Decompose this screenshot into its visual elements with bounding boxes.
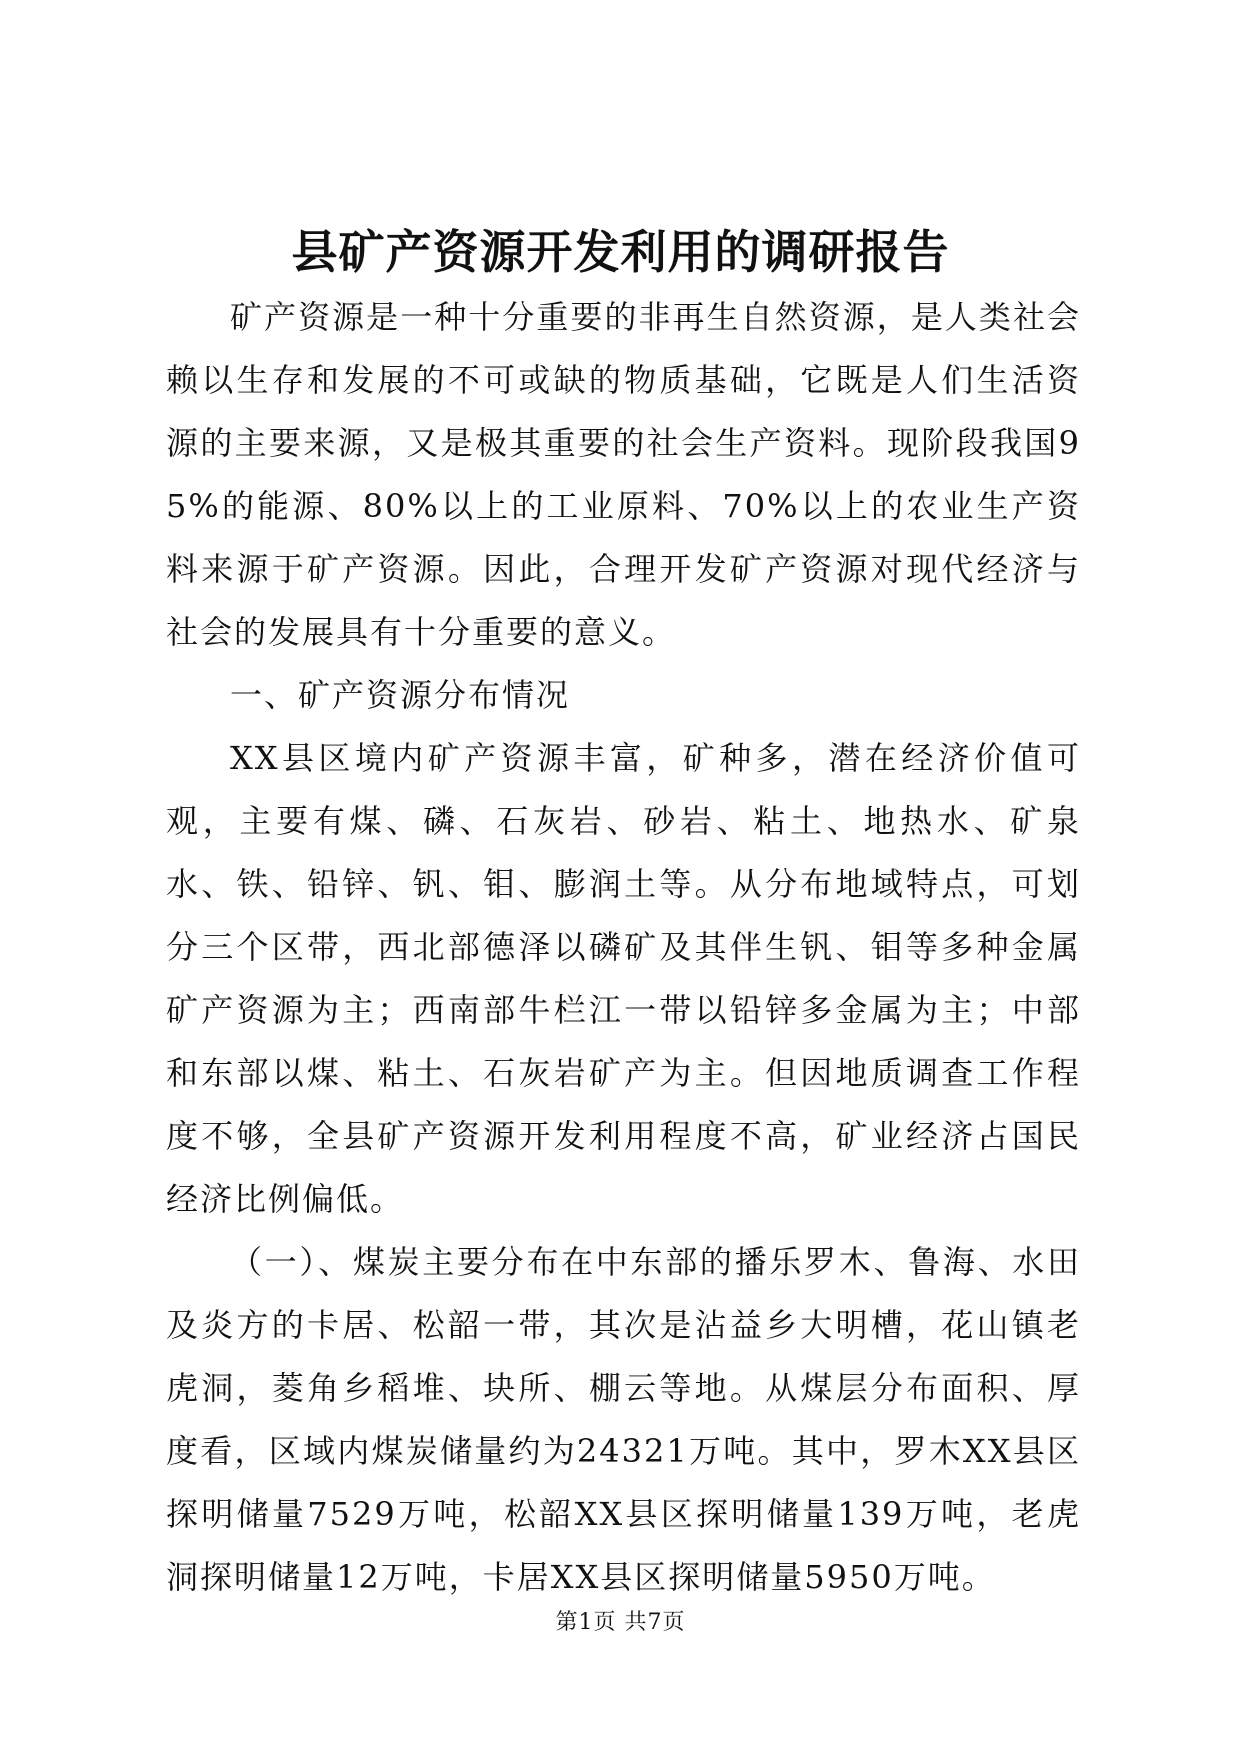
paragraph-distribution: XX县区境内矿产资源丰富，矿种多，潜在经济价值可观，主要有煤、磷、石灰岩、砂岩、粘土、地热水、矿泉水、铁、铅锌、钒、钼、膨润土等。从分布地域特点，可划分三个区带，西北部德泽以磷矿及其伴生钒、钼等多种金属矿产资源为主；西南部牛栏江一带以铅锌多金属为主；中部和东部以煤、粘土、石灰岩矿产为主。但因地质调查工作程度不够，全县矿产资源开发利用程度不高，矿业经济占国民经济比例偏低。: [166, 739, 1081, 1218]
document-title: 县矿产资源开发利用的调研报告: [291, 225, 950, 279]
document-body: [166, 286, 1081, 1609]
paragraph-coal: （一）、煤炭主要分布在中东部的播乐罗木、鲁海、水田及炎方的卡居、松韶一带，其次是沾益乡大明槽，花山镇老虎洞，菱角乡稻堆、块所、棚云等地。从煤层分布面积、厚度看，区域内煤炭储量约为24321万吨。其中，罗木XX县区探明储量7529万吨，松韶XX县区探明储量139万吨，老虎洞探明储量12万吨，卡居XX县区探明储量5950万吨。: [166, 1243, 1081, 1596]
section-heading-1: 一、矿产资源分布情况: [230, 676, 571, 714]
page-footer: 第1页 共7页: [555, 1610, 686, 1635]
paragraph-intro: 矿产资源是一种十分重要的非再生自然资源，是人类社会赖以生存和发展的不可或缺的物质基础，它既是人们生活资源的主要来源，又是极其重要的社会生产资料。现阶段我国95%的能源、80%以上的工业原料、70%以上的农业生产资料来源于矿产资源。因此，合理开发矿产资源对现代经济与社会的发展具有十分重要的意义。: [166, 298, 1081, 651]
